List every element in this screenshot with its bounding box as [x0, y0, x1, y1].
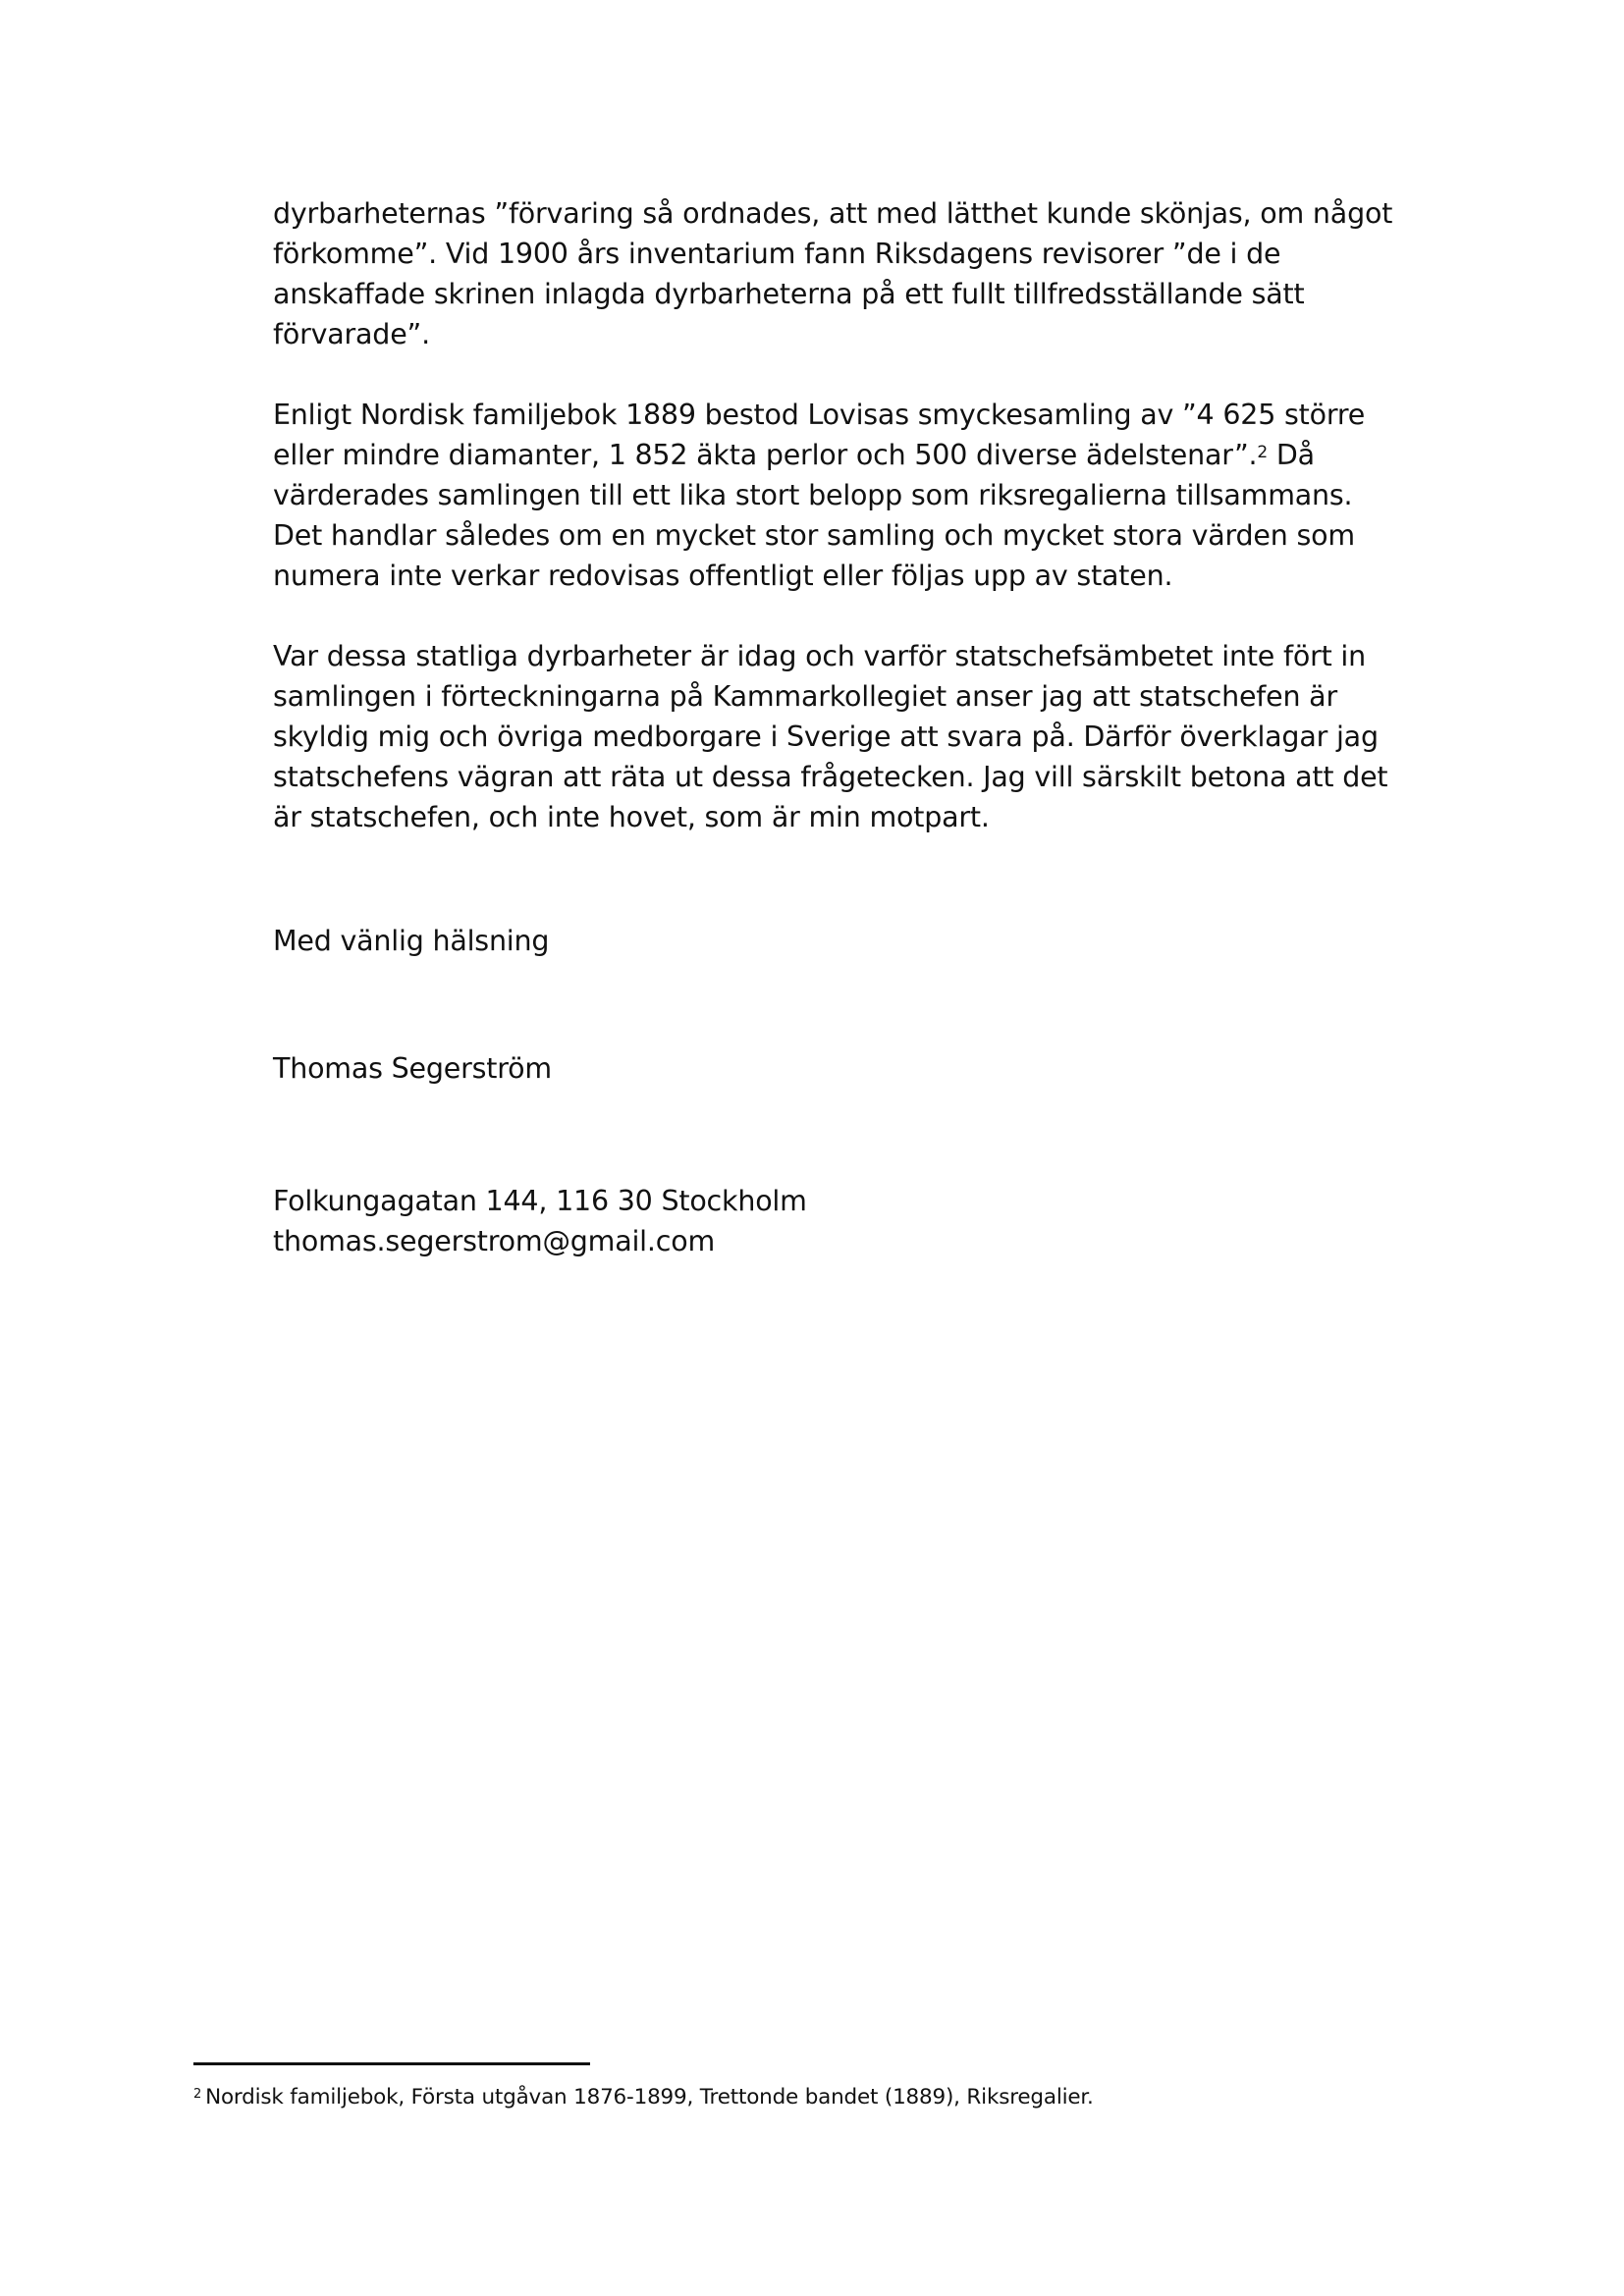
text-line: statschefens vägran att räta ut dessa frågetecken. Jag vill särskilt betona att det	[273, 761, 1388, 793]
text-line: Var dessa statliga dyrbarheter är idag och varför statschefsämbetet inte fört in	[273, 640, 1367, 672]
email-address[interactable]: thomas.segerstrom@gmail.com	[273, 1225, 716, 1257]
text-line: numera inte verkar redovisas offentligt eller följas upp av staten.	[273, 560, 1173, 592]
footnote-reference[interactable]: 2	[1257, 443, 1269, 462]
text-line: Enligt Nordisk familjebok 1889 bestod Lovisas smyckesamling av ”4 625 större	[273, 399, 1366, 431]
paragraph-storage	[273, 193, 1393, 354]
text-line: samlingen i förteckningarna på Kammarkollegiet anser jag att statschefen är	[273, 680, 1337, 713]
name-text: Thomas Segerström	[273, 1052, 552, 1085]
text-line: Det handlar således om en mycket stor samling och mycket stora värden som	[273, 519, 1355, 552]
footnote-text: Nordisk familjebok, Första utgåvan 1876-1899, Trettonde bandet (1889), Riksregalier.	[205, 2085, 1094, 2109]
footnote	[193, 2083, 1094, 2112]
closing-greeting	[273, 921, 1373, 961]
text-line: är statschefen, och inte hovet, som är min motpart.	[273, 801, 990, 833]
greeting-text: Med vänlig hälsning	[273, 925, 550, 957]
footnote-separator	[193, 2062, 590, 2065]
text-line	[273, 435, 1373, 475]
text-line: värderades samlingen till ett lika stort belopp som riksregalierna tillsammans.	[273, 479, 1353, 511]
text-line: förvarade”.	[273, 318, 430, 350]
contact-block	[273, 1181, 1373, 1261]
text-line: förkomme”. Vid 1900 års inventarium fann Riksdagens revisorer ”de i de	[273, 238, 1281, 270]
text-segment: Då	[1268, 439, 1315, 471]
paragraph-jewelry-collection	[273, 395, 1373, 596]
text-line: dyrbarheternas ”förvaring så ordnades, att med lätthet kunde skönjas, om något	[273, 197, 1393, 230]
text-line: anskaffade skrinen inlagda dyrbarheterna på ett fullt tillfredsställande sätt	[273, 278, 1305, 310]
text-segment: eller mindre diamanter, 1 852 äkta perlor och 500 diverse ädelstenar”.	[273, 439, 1258, 471]
paragraph-appeal	[273, 636, 1388, 837]
footnote-marker: 2	[193, 2087, 202, 2102]
signature-name	[273, 1048, 1373, 1089]
text-line: skyldig mig och övriga medborgare i Sverige att svara på. Därför överklagar jag	[273, 721, 1379, 753]
postal-address: Folkungagatan 144, 116 30 Stockholm	[273, 1185, 807, 1217]
